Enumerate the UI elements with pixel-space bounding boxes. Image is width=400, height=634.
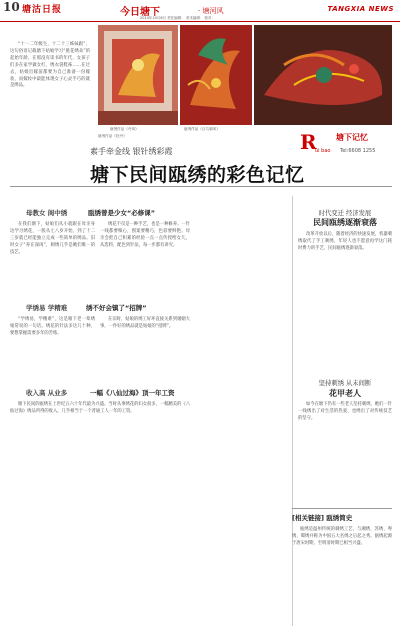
section-subtitle: · 塘河风 xyxy=(198,7,224,15)
section-title: 今日塘下 xyxy=(120,7,160,18)
embroidery-photo-peony xyxy=(254,25,392,125)
section-4-text: 改革开放以后，随着经济的快速发展，机器刺绣取代了手工刺绣，年轻人也不愿意再学这门耗时费力的手艺，民间瓯绣逐渐衰落。 xyxy=(298,232,392,251)
masthead xyxy=(0,0,400,22)
related-link-box xyxy=(292,508,392,628)
callout-title: 塘下记忆 xyxy=(336,133,368,142)
section-2-col-2 xyxy=(100,317,190,331)
intro-column xyxy=(10,42,90,90)
section-2-heading-b: 绣不好会镇了“招牌” xyxy=(86,304,147,312)
section-3-col xyxy=(10,402,190,416)
memory-column-callout xyxy=(300,128,392,162)
brand-english: TANGXIA NEWS xyxy=(327,5,394,13)
section-4-col xyxy=(298,232,392,253)
paper-name: 塘沽日报 xyxy=(22,5,63,15)
section-1-col-1 xyxy=(10,222,95,257)
embroidery-photo-birds xyxy=(180,25,252,125)
photo-2-caption: 瓯绣作品《百鸟朝凤》 xyxy=(184,127,220,131)
callout-tel: Tel:6608 1255 xyxy=(340,148,376,154)
section-2-text-1: “学绣易，学精难”，这是塘下老一辈绣娘常说的一句话。绣花的针法多达几十种，要想掌握需要多年的苦练。 xyxy=(10,317,95,336)
section-1-text-2: 绣花不仅是一种手艺，也是一种修养。一针一线都要细心，图案要精巧，色彩要鲜艳。母亲会把自己积累的经验一点一点传授给女儿，从选料、配色到针法，每一步都有讲究。 xyxy=(100,222,190,248)
section-4-heading-small: 时代变迁 经济发展 xyxy=(318,210,372,217)
section-2-col-1 xyxy=(10,317,95,338)
section-1-heading-a: 母教女 闺中绣 xyxy=(26,209,68,217)
photo-3-caption: 瓯绣作品《牡丹》 xyxy=(98,134,127,138)
section-3-heading-b: 一幅《八仙过海》顶一年工资 xyxy=(90,389,175,397)
embroidery-photo-phoenix xyxy=(98,25,178,125)
section-1-text-1: 在我们塘下，姑娘们从小就跟在母亲身边学习绣花，一般从七八岁开始，到了十二三岁就已经能独立完成一些简单的绣品。旧时女子“养在深闺”，刺绣几乎是她们唯一的技艺。 xyxy=(10,222,95,255)
page-number: 10 xyxy=(3,0,20,14)
photo-1-caption: 瓯绣作品《丹凤》 xyxy=(110,127,139,131)
section-2-heading-a: 学绣易 学精难 xyxy=(26,304,68,312)
section-2-text-2: 在旧时，姑娘的绣工好坏直接关系到婚姻大事，一件好的绣品就是姑娘的“招牌”。 xyxy=(100,317,190,329)
intro-text: “十一二年级生，十二十三姊妹跟”，这句俗语记载塘下姑娘学习“挑花绣朵”的起始年龄。在那没有读书的年代，女孩子们多在家学做女红，绣衣裳鞋袜……在过去，姑娘出嫁前都要为自己准备一份嫁妆，而嫁妆中最能体现女子心灵手巧的就是绣品。 xyxy=(10,42,90,89)
section-5-col xyxy=(298,402,392,423)
headline: 塘下民间瓯绣的彩色记忆 xyxy=(90,164,305,186)
divider xyxy=(10,186,392,187)
editor-info: 2014年10月8日 责任编辑： 美术编辑： 校对： xyxy=(140,16,215,20)
section-3-heading-a: 收入高 从业多 xyxy=(26,389,68,397)
section-1-heading-b: 瓯绣曾是少女“必修课” xyxy=(88,209,156,217)
callout-english: ui bao xyxy=(315,148,331,154)
related-col xyxy=(292,527,392,548)
headline-kicker: 素手牵金线 银针绣彩霞 xyxy=(90,147,173,156)
section-3-text: 塘下民间的瓯绣在上世纪五六十年代最为兴盛。当时从事绣花的妇女很多，一幅精美的《八仙过海》绣品所得的收入，几乎相当于一个普通工人一年的工资。 xyxy=(10,402,190,414)
section-5-heading-big: 花甲老人 xyxy=(329,389,361,398)
section-5-heading-small: 坚持刺绣 从未间断 xyxy=(318,380,372,387)
section-4-heading-big: 民间瓯绣逐渐衰落 xyxy=(313,218,377,227)
related-heading: [相关链接] 瓯绣简史 xyxy=(292,514,353,522)
related-text: 瓯绣是温州传统的刺绣工艺，与湘绣、苏绣、粤绣、蜀绣并称为中国五大名绣之后起之秀。瓯绣起源于唐宋时期，至明清时期已相当兴盛。 xyxy=(292,527,392,546)
section-1-col-2 xyxy=(100,222,190,250)
callout-letter: R xyxy=(300,130,317,154)
section-5-text: 如今在塘下仍有一些老人坚持刺绣，她们一针一线绣出了对生活的热爱，也绣出了对传统技艺的坚守。 xyxy=(298,402,392,421)
